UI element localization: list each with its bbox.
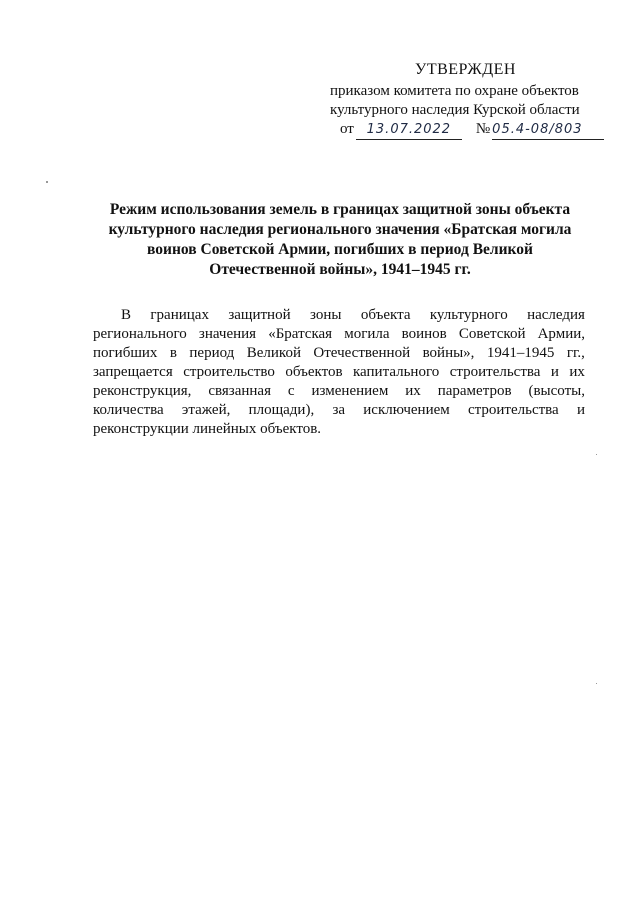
body-word: значения [198,326,257,342]
body-word: запрещается [93,364,173,380]
body-word: параметров [437,383,512,399]
body-line [93,420,585,439]
body-word: за [332,402,346,418]
body-word: в [169,345,177,361]
heading-line: Режим использования земель в границах защитной зоны объекта [109,201,571,218]
body-word: и [576,402,585,418]
body-line [93,325,585,344]
body-word: связанная [208,383,271,399]
body-word: количества [93,402,164,418]
body-word: Армии, [537,326,585,342]
body-word: гг., [566,345,585,361]
body-word: наследия [527,307,585,323]
body-word: Великой [246,345,301,361]
body-word: объектов [285,364,343,380]
body-word: культурного [429,307,508,323]
body-word: их [569,364,585,380]
body-word: Советской [458,326,526,342]
body-paragraph [93,306,585,439]
body-word: исключением [363,402,450,418]
body-word: и [550,364,559,380]
body-word: могила [344,326,390,342]
body-line [93,306,585,325]
approval-order-line: приказом комитета по охране объектов [330,83,579,99]
body-word: их [405,383,421,399]
heading-line: Отечественной войны», 1941–1945 гг. [209,261,471,278]
body-word: этажей, [181,402,231,418]
approval-committee-line: культурного наследия Курской области [330,102,580,118]
body-line [93,382,585,401]
body-word: воинов [401,326,447,342]
scan-speck [596,683,597,684]
body-word: строительства [449,364,541,380]
scan-speck [46,181,48,183]
body-line [93,401,585,420]
date-prefix: от [340,121,354,137]
handwritten-order-number: 05.4-08/803 [492,120,604,140]
body-word: площади), [248,402,315,418]
body-word: строительства [468,402,559,418]
approval-date-number-line [340,120,604,140]
body-word: «Братская [268,326,333,342]
body-line [93,363,585,382]
handwritten-date: 13.07.2022 [356,120,462,140]
body-word: 1941–1945 [486,345,555,361]
heading-line: культурного наследия регионального значения «Братская могила [108,221,572,238]
body-word: объекта [360,307,411,323]
body-word: (высоты, [528,383,585,399]
number-prefix: № [475,121,491,137]
body-word: войны», [422,345,475,361]
body-word: период [189,345,235,361]
body-word: реконструкции линейных объектов. [93,421,322,437]
scan-speck [596,454,597,455]
heading-line: воинов Советской Армии, погибших в период Великой [147,241,533,258]
body-word: погибших [93,345,158,361]
body-word: капитального [353,364,440,380]
document-heading [90,200,590,280]
body-word: с [287,383,295,399]
approval-title: УТВЕРЖДЕН [415,61,516,78]
body-line [93,344,585,363]
body-word: В [121,307,132,323]
body-word: изменением [311,383,389,399]
body-word: зоны [309,307,342,323]
body-word: защитной [228,307,291,323]
body-word: регионального [93,326,187,342]
body-word: Отечественной [313,345,411,361]
body-word: строительство [183,364,275,380]
body-word: границах [150,307,209,323]
body-word: реконструкция, [93,383,192,399]
